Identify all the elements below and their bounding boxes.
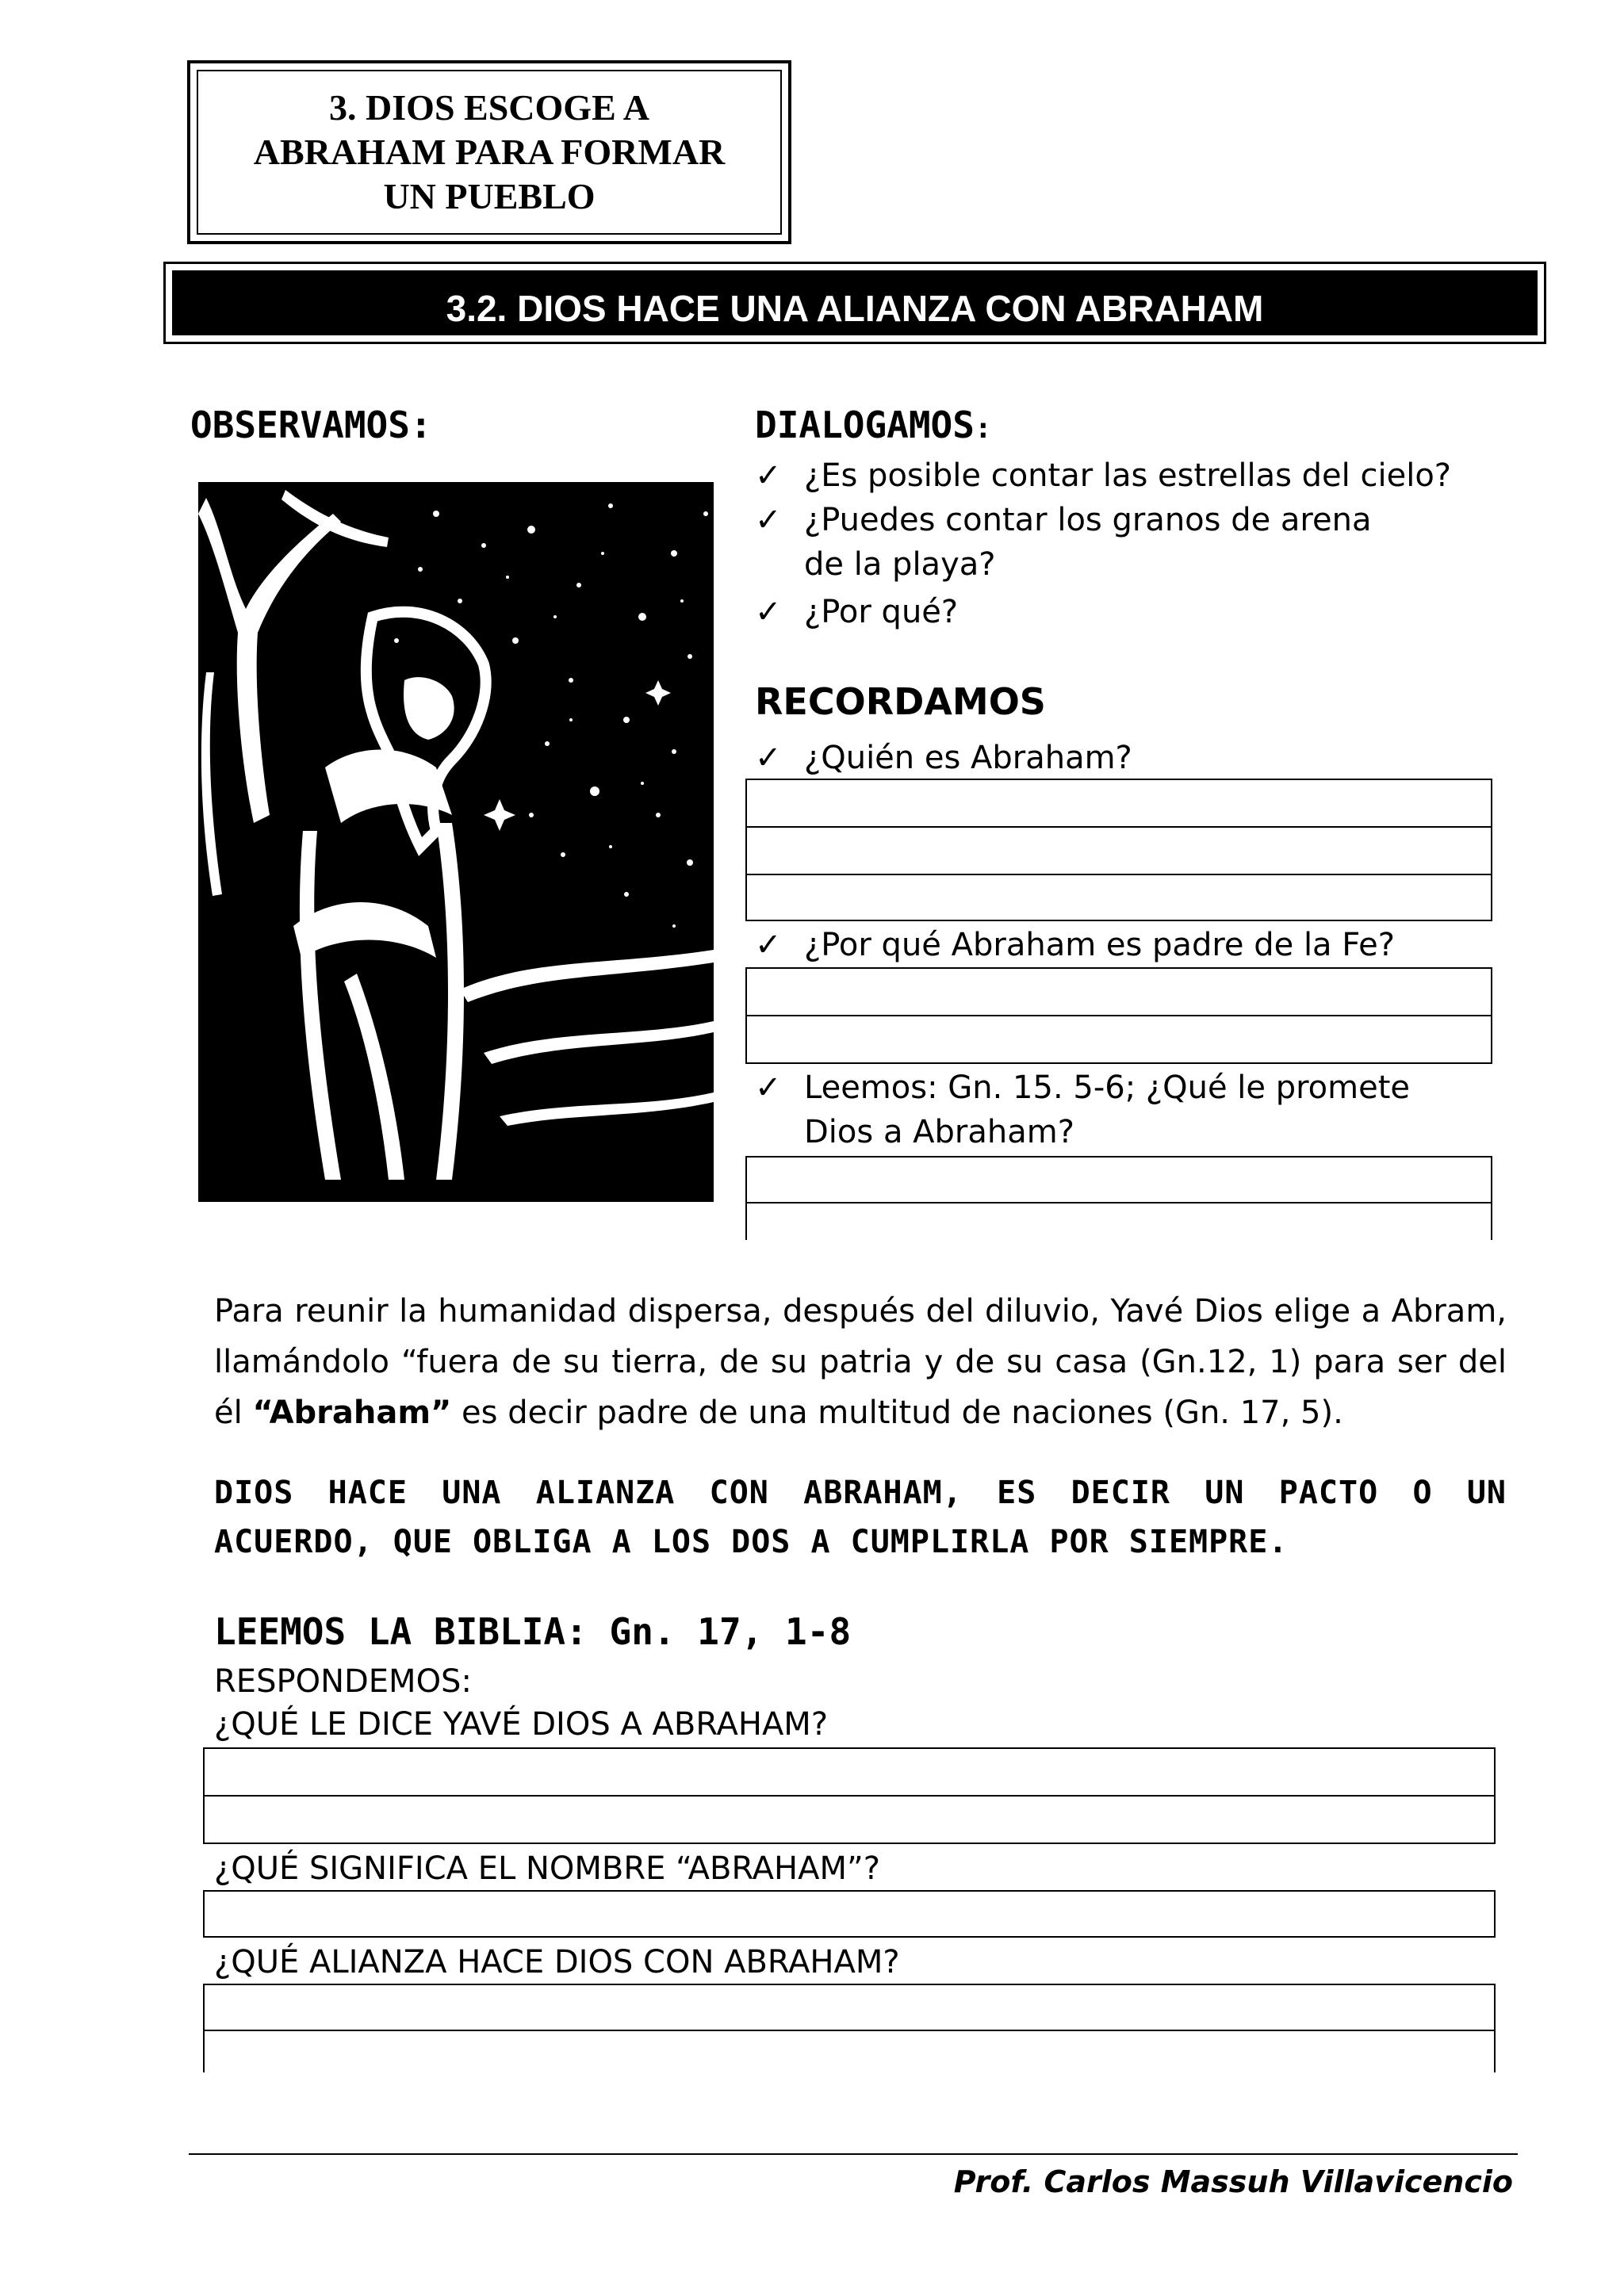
- chapter-title-line: 3. DIOS ESCOGE A: [329, 87, 649, 128]
- answer-line[interactable]: [205, 1985, 1494, 2031]
- chapter-title-line: UN PUEBLO: [383, 176, 596, 216]
- answer-line[interactable]: [747, 780, 1491, 828]
- answer-line[interactable]: [747, 1016, 1491, 1062]
- answer-line[interactable]: [205, 1797, 1494, 1843]
- respondemos-label: RESPONDEMOS:: [214, 1663, 472, 1700]
- checkmark-icon: ✓: [755, 740, 782, 776]
- chapter-title-box: [187, 60, 791, 244]
- recordamos-item: ✓ Leemos: Gn. 15. 5-6; ¿Qué le promete Dios a Abraham?: [755, 1066, 1484, 1154]
- dialogamos-item: ✓ ¿Puedes contar los granos de arena de la playa?: [755, 498, 1484, 587]
- answer-line[interactable]: [747, 1158, 1491, 1203]
- chapter-title: [190, 86, 788, 219]
- question-text: ¿QUÉ LE DICE YAVÉ DIOS A ABRAHAM?: [214, 1706, 829, 1743]
- section-title: 3.2. DIOS HACE UNA ALIANZA CON ABRAHAM: [446, 288, 1264, 329]
- answer-line[interactable]: [205, 1892, 1494, 1936]
- answer-lines[interactable]: [203, 1890, 1496, 1938]
- question-text: ¿QUÉ ALIANZA HACE DIOS CON ABRAHAM?: [214, 1944, 900, 1980]
- checkmark-icon: ✓: [755, 502, 782, 538]
- author-credit: Prof. Carlos Massuh Villavicencio: [953, 2164, 1513, 2199]
- question-text: ¿QUÉ SIGNIFICA EL NOMBRE “ABRAHAM”?: [214, 1850, 880, 1887]
- observamos-heading: OBSERVAMOS:: [190, 404, 432, 446]
- dialogamos-heading: DIALOGAMOS:: [755, 404, 992, 446]
- checkmark-icon: ✓: [755, 1070, 782, 1106]
- chapter-title-line: ABRAHAM PARA FORMAR: [253, 132, 726, 172]
- intro-paragraph: Para reunir la humanidad dispersa, después del diluvio, Yavé Dios elige a Abram, llamándolo “fuera de su tierra, de su patria y de su casa (Gn.12, 1) para ser del él “Abraham” es decir padre de una multitud de naciones (Gn. 17, 5).: [214, 1293, 1507, 1431]
- footer-rule: [189, 2153, 1518, 2155]
- answer-lines[interactable]: [745, 1156, 1492, 1240]
- checkmark-icon: ✓: [755, 457, 782, 494]
- checkmark-icon: ✓: [755, 594, 782, 630]
- answer-lines[interactable]: [203, 1747, 1496, 1844]
- key-statement: DIOS HACE UNA ALIANZA CON ABRAHAM, ES DECIR UN PACTO O UN ACUERDO, QUE OBLIGA A LOS DOS A CUMPLIRLA POR SIEMPRE.: [214, 1475, 1507, 1560]
- dialogamos-item: ✓ ¿Es posible contar las estrellas del cielo?: [755, 453, 1484, 498]
- answer-lines[interactable]: [203, 1984, 1496, 2072]
- checkmark-icon: ✓: [755, 927, 782, 963]
- recordamos-item: ✓ ¿Quién es Abraham?: [755, 736, 1484, 780]
- answer-lines[interactable]: [745, 779, 1492, 921]
- answer-line[interactable]: [747, 875, 1491, 920]
- recordamos-heading: RECORDAMOS: [755, 680, 1046, 723]
- dialogamos-item: ✓ ¿Por qué?: [755, 590, 1484, 634]
- answer-line[interactable]: [205, 1749, 1494, 1797]
- recordamos-item: ✓ ¿Por qué Abraham es padre de la Fe?: [755, 923, 1484, 967]
- section-banner: [163, 262, 1546, 344]
- abraham-stars-illustration: [198, 482, 714, 1202]
- leemos-heading: LEEMOS LA BIBLIA: Gn. 17, 1-8: [214, 1610, 852, 1653]
- answer-line[interactable]: [747, 969, 1491, 1016]
- answer-lines[interactable]: [745, 967, 1492, 1064]
- answer-line[interactable]: [747, 828, 1491, 875]
